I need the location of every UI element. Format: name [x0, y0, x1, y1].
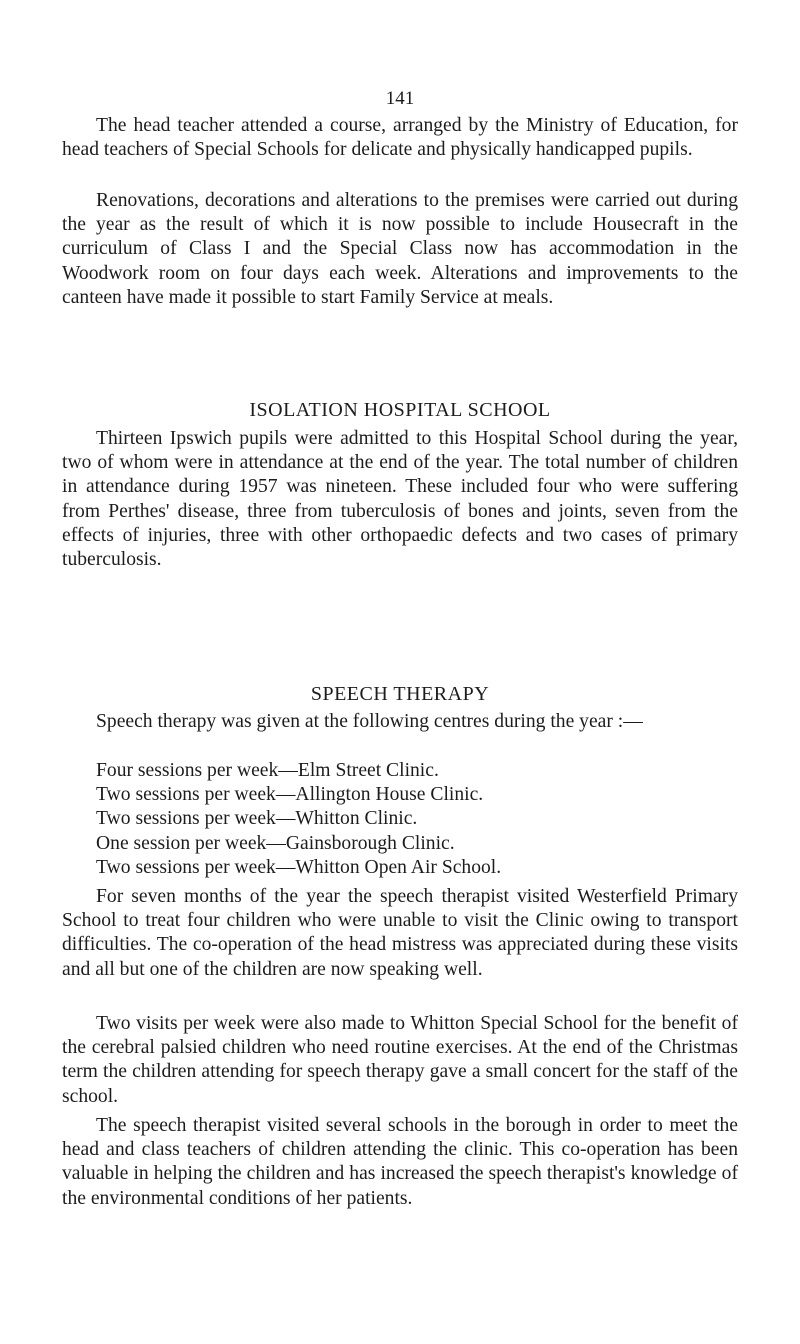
- session-item: Four sessions per week—Elm Street Clinic.: [96, 760, 439, 781]
- speech-paragraph-3-block: [62, 1114, 738, 1211]
- speech-paragraph-1-block: [62, 885, 738, 982]
- speech-intro-block: [62, 710, 738, 734]
- isolation-heading: ISOLATION HOSPITAL SCHOOL: [249, 399, 551, 421]
- speech-heading: SPEECH THERAPY: [310, 683, 490, 705]
- intro-paragraph-1: The head teacher attended a course, arranged by the Ministry of Education, for head teachers of Special Schools for delicate and physically handicapped pupils.: [62, 115, 738, 161]
- session-item: Two sessions per week—Allington House Clinic.: [96, 784, 484, 806]
- session-item: Two sessions per week—Whitton Clinic.: [96, 808, 418, 830]
- speech-paragraph-2: Two visits per week were also made to Whitton Special School for the benefit of the cerebral palsied children who need routine exercises. At the end of the Christmas term the children attending for speech therapy gave a small concert for the staff of the school.: [62, 1013, 738, 1107]
- speech-intro: Speech therapy was given at the following centres during the year :—: [96, 711, 643, 732]
- speech-paragraph-2-block: [62, 1012, 738, 1109]
- speech-paragraph-1: For seven months of the year the speech therapist visited Westerfield Primary School to treat four children who were unable to visit the Clinic owing to transport difficulties. The co-operation of the head mistress was appreciated during these visits and all but one of the children are now speaking well.: [62, 886, 738, 980]
- session-item: Two sessions per week—Whitton Open Air School.: [96, 856, 502, 878]
- session-item: One session per week—Gainsborough Clinic.: [96, 832, 455, 854]
- session-list: [96, 759, 736, 880]
- intro-paragraph-2-block: [62, 189, 738, 310]
- intro-paragraph-2: Renovations, decorations and alterations to the premises were carried out during the year as the result of which it is now possible to include Housecraft in the curriculum of Class I and the Special Class now has accommodation in the Woodwork room on four days each week. Alterations and improvements to the canteen have made it possible to start Family Service at meals.: [62, 190, 738, 308]
- isolation-paragraph-block: [62, 427, 738, 572]
- speech-paragraph-3: The speech therapist visited several schools in the borough in order to meet the head and class teachers of children attending the clinic. This co-operation has been valuable in helping the children and has increased the speech therapist's knowledge of the environmental conditions of her patients.: [62, 1115, 738, 1209]
- page-number: 141: [385, 88, 415, 109]
- intro-paragraph-1-block: [62, 114, 738, 162]
- isolation-paragraph: Thirteen Ipswich pupils were admitted to this Hospital School during the year, two of whom were in attendance at the end of the year. The total number of children in attendance during 1957 was nineteen. These included four who were suffering from Perthes' disease, three from tuberculosis of bones and joints, seven from the effects of injuries, three with other orthopaedic defects and two cases of primary tuberculosis.: [62, 428, 738, 571]
